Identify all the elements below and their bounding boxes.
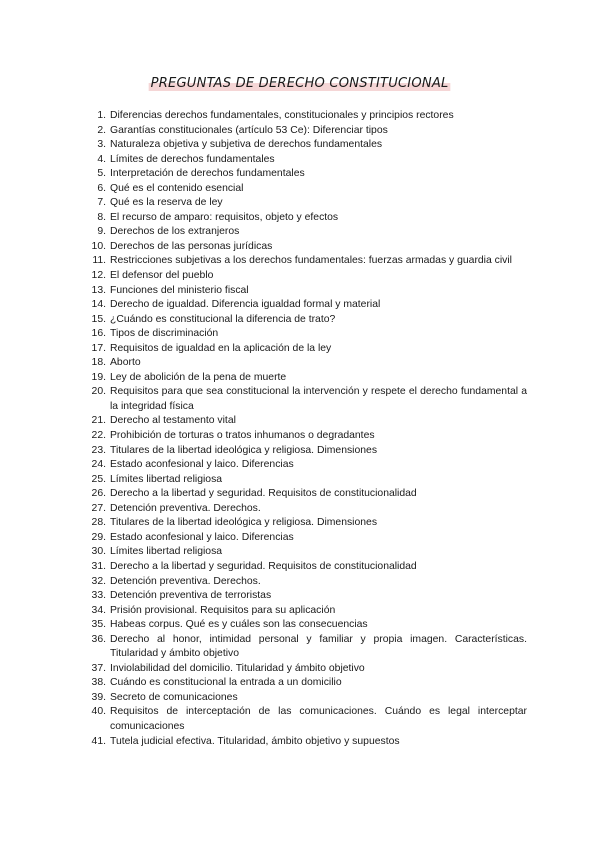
question-item (84, 618, 527, 633)
question-number: 3. (97, 139, 106, 151)
question-item (84, 225, 527, 240)
question-item (84, 254, 527, 269)
question-text: Titulares de la libertad ideológica y religiosa. Dimensiones (110, 444, 378, 456)
question-text: Detención preventiva. Derechos. (110, 575, 261, 587)
question-text: Requisitos para que sea constitucional la intervención y respete el derecho fundamental a la integridad física (110, 386, 527, 412)
question-text: Ley de abolición de la pena de muerte (110, 371, 287, 383)
question-text: Diferencias derechos fundamentales, constitucionales y principios rectores (110, 110, 454, 121)
question-number: 21. (91, 415, 106, 427)
question-text: Límites libertad religiosa (110, 473, 223, 485)
question-number: 4. (97, 153, 106, 165)
title-wrapper (0, 74, 600, 92)
question-text: Titulares de la libertad ideológica y religiosa. Dimensiones (110, 517, 378, 529)
question-text: Interpretación de derechos fundamentales (110, 168, 305, 180)
question-item (84, 138, 527, 153)
question-text: Derecho al honor, intimidad personal y familiar y propia imagen. Características. Titularidad y ámbito objetivo (110, 633, 527, 660)
question-text: Qué es el contenido esencial (110, 182, 244, 194)
question-number: 18. (91, 357, 106, 369)
question-text: Límites libertad religiosa (110, 546, 223, 558)
question-text: Detención preventiva. Derechos. (110, 502, 261, 514)
question-text: El recurso de amparo: requisitos, objeto y efectos (110, 211, 339, 223)
question-item (84, 705, 527, 734)
question-item (84, 444, 527, 459)
question-text: Tipos de discriminación (110, 328, 219, 340)
question-text: Derecho a la libertad y seguridad. Requisitos de constitucionalidad (110, 488, 417, 500)
question-text: Derechos de los extranjeros (110, 226, 240, 238)
question-text: ¿Cuándo es constitucional la diferencia de trato? (110, 313, 336, 325)
question-item (84, 284, 527, 299)
question-item (84, 298, 527, 313)
question-item (84, 124, 527, 139)
question-item (84, 182, 527, 197)
question-number: 15. (91, 313, 106, 325)
question-text: Estado aconfesional y laico. Diferencias (110, 531, 294, 543)
question-item (84, 458, 527, 473)
question-number: 37. (91, 662, 106, 674)
question-text: Secreto de comunicaciones (110, 691, 238, 703)
question-item (84, 575, 527, 590)
question-text: Tutela judicial efectiva. Titularidad, ámbito objetivo y supuestos (110, 735, 400, 747)
question-item (84, 589, 527, 604)
question-number: 12. (91, 270, 106, 282)
question-number: 27. (91, 502, 106, 514)
question-item (84, 109, 527, 124)
question-number: 14. (91, 299, 106, 311)
question-number: 41. (91, 735, 106, 747)
question-number: 38. (91, 677, 106, 689)
question-item (84, 735, 527, 750)
question-text: Prisión provisional. Requisitos para su aplicación (110, 604, 336, 616)
question-item (84, 545, 527, 560)
question-text: Naturaleza objetiva y subjetiva de derechos fundamentales (110, 139, 383, 151)
question-item (84, 385, 527, 414)
question-text: Requisitos de igualdad en la aplicación de la ley (110, 342, 332, 354)
question-number: 6. (97, 182, 106, 194)
question-item (84, 342, 527, 357)
question-number: 13. (91, 284, 106, 296)
question-text: Estado aconfesional y laico. Diferencias (110, 459, 294, 471)
question-item (84, 371, 527, 386)
question-number: 29. (91, 531, 106, 543)
question-number: 28. (91, 517, 106, 529)
question-number: 31. (91, 560, 106, 572)
question-text: Inviolabilidad del domicilio. Titularidad y ámbito objetivo (110, 662, 365, 674)
question-text: Garantías constitucionales (artículo 53 Ce): Diferenciar tipos (110, 124, 388, 136)
question-item (84, 676, 527, 691)
question-item (84, 516, 527, 531)
question-item (84, 414, 527, 429)
question-number: 9. (97, 226, 106, 238)
question-item (84, 429, 527, 444)
question-text: Qué es la reserva de ley (110, 197, 223, 209)
question-text: Derechos de las personas jurídicas (110, 240, 273, 252)
question-number: 23. (91, 444, 106, 456)
question-number: 8. (97, 211, 106, 223)
question-item (84, 313, 527, 328)
question-number: 17. (91, 342, 106, 354)
question-number: 16. (91, 328, 106, 340)
question-item (84, 211, 527, 226)
question-number: 30. (91, 546, 106, 558)
page-title: PREGUNTAS DE DERECHO CONSTITUCIONAL (151, 75, 449, 91)
question-item (84, 269, 527, 284)
question-item (84, 153, 527, 168)
question-text: Habeas corpus. Qué es y cuáles son las consecuencias (110, 619, 368, 631)
question-number: 20. (91, 386, 106, 398)
question-text: Derecho al testamento vital (110, 415, 236, 427)
question-number: 11. (92, 255, 106, 267)
question-item (84, 662, 527, 677)
question-number: 34. (91, 604, 106, 616)
question-text: Límites de derechos fundamentales (110, 153, 275, 165)
question-number: 7. (97, 197, 106, 209)
question-item (84, 691, 527, 706)
question-item (84, 604, 527, 619)
question-number: 22. (91, 430, 106, 442)
question-number: 25. (91, 473, 106, 485)
question-number: 2. (97, 124, 106, 136)
question-text: Aborto (110, 357, 141, 369)
question-text: Derecho de igualdad. Diferencia igualdad formal y material (110, 299, 381, 311)
question-item (84, 356, 527, 371)
question-text: Derecho a la libertad y seguridad. Requisitos de constitucionalidad (110, 560, 417, 572)
question-item (84, 473, 527, 488)
question-number: 1. (97, 110, 106, 121)
question-number: 32. (91, 575, 106, 587)
question-text: Detención preventiva de terroristas (110, 590, 272, 602)
question-item (84, 240, 527, 255)
question-number: 40. (91, 706, 106, 718)
question-number: 24. (91, 459, 106, 471)
question-item (84, 327, 527, 342)
question-item (84, 531, 527, 546)
question-item (84, 633, 527, 662)
question-number: 19. (91, 371, 106, 383)
question-item (84, 502, 527, 517)
question-item (84, 487, 527, 502)
question-text: Funciones del ministerio fiscal (110, 284, 249, 296)
question-text: Cuándo es constitucional la entrada a un domicilio (110, 677, 342, 689)
question-item (84, 167, 527, 182)
question-text: Requisitos de interceptación de las comunicaciones. Cuándo es legal interceptar comunicaciones (110, 706, 527, 732)
question-text: Restricciones subjetivas a los derechos fundamentales: fuerzas armadas y guardia civil (110, 255, 512, 267)
question-number: 35. (91, 619, 106, 631)
question-item (84, 560, 527, 575)
question-number: 33. (91, 590, 106, 602)
question-number: 26. (91, 488, 106, 500)
question-number: 5. (97, 168, 106, 180)
question-text: Prohibición de torturas o tratos inhumanos o degradantes (110, 430, 375, 442)
question-number: 10. (91, 240, 106, 252)
question-number: 39. (91, 691, 106, 703)
question-number: 36. (91, 633, 106, 645)
question-item (84, 196, 527, 211)
question-list (84, 109, 527, 749)
question-text: El defensor del pueblo (110, 270, 214, 282)
